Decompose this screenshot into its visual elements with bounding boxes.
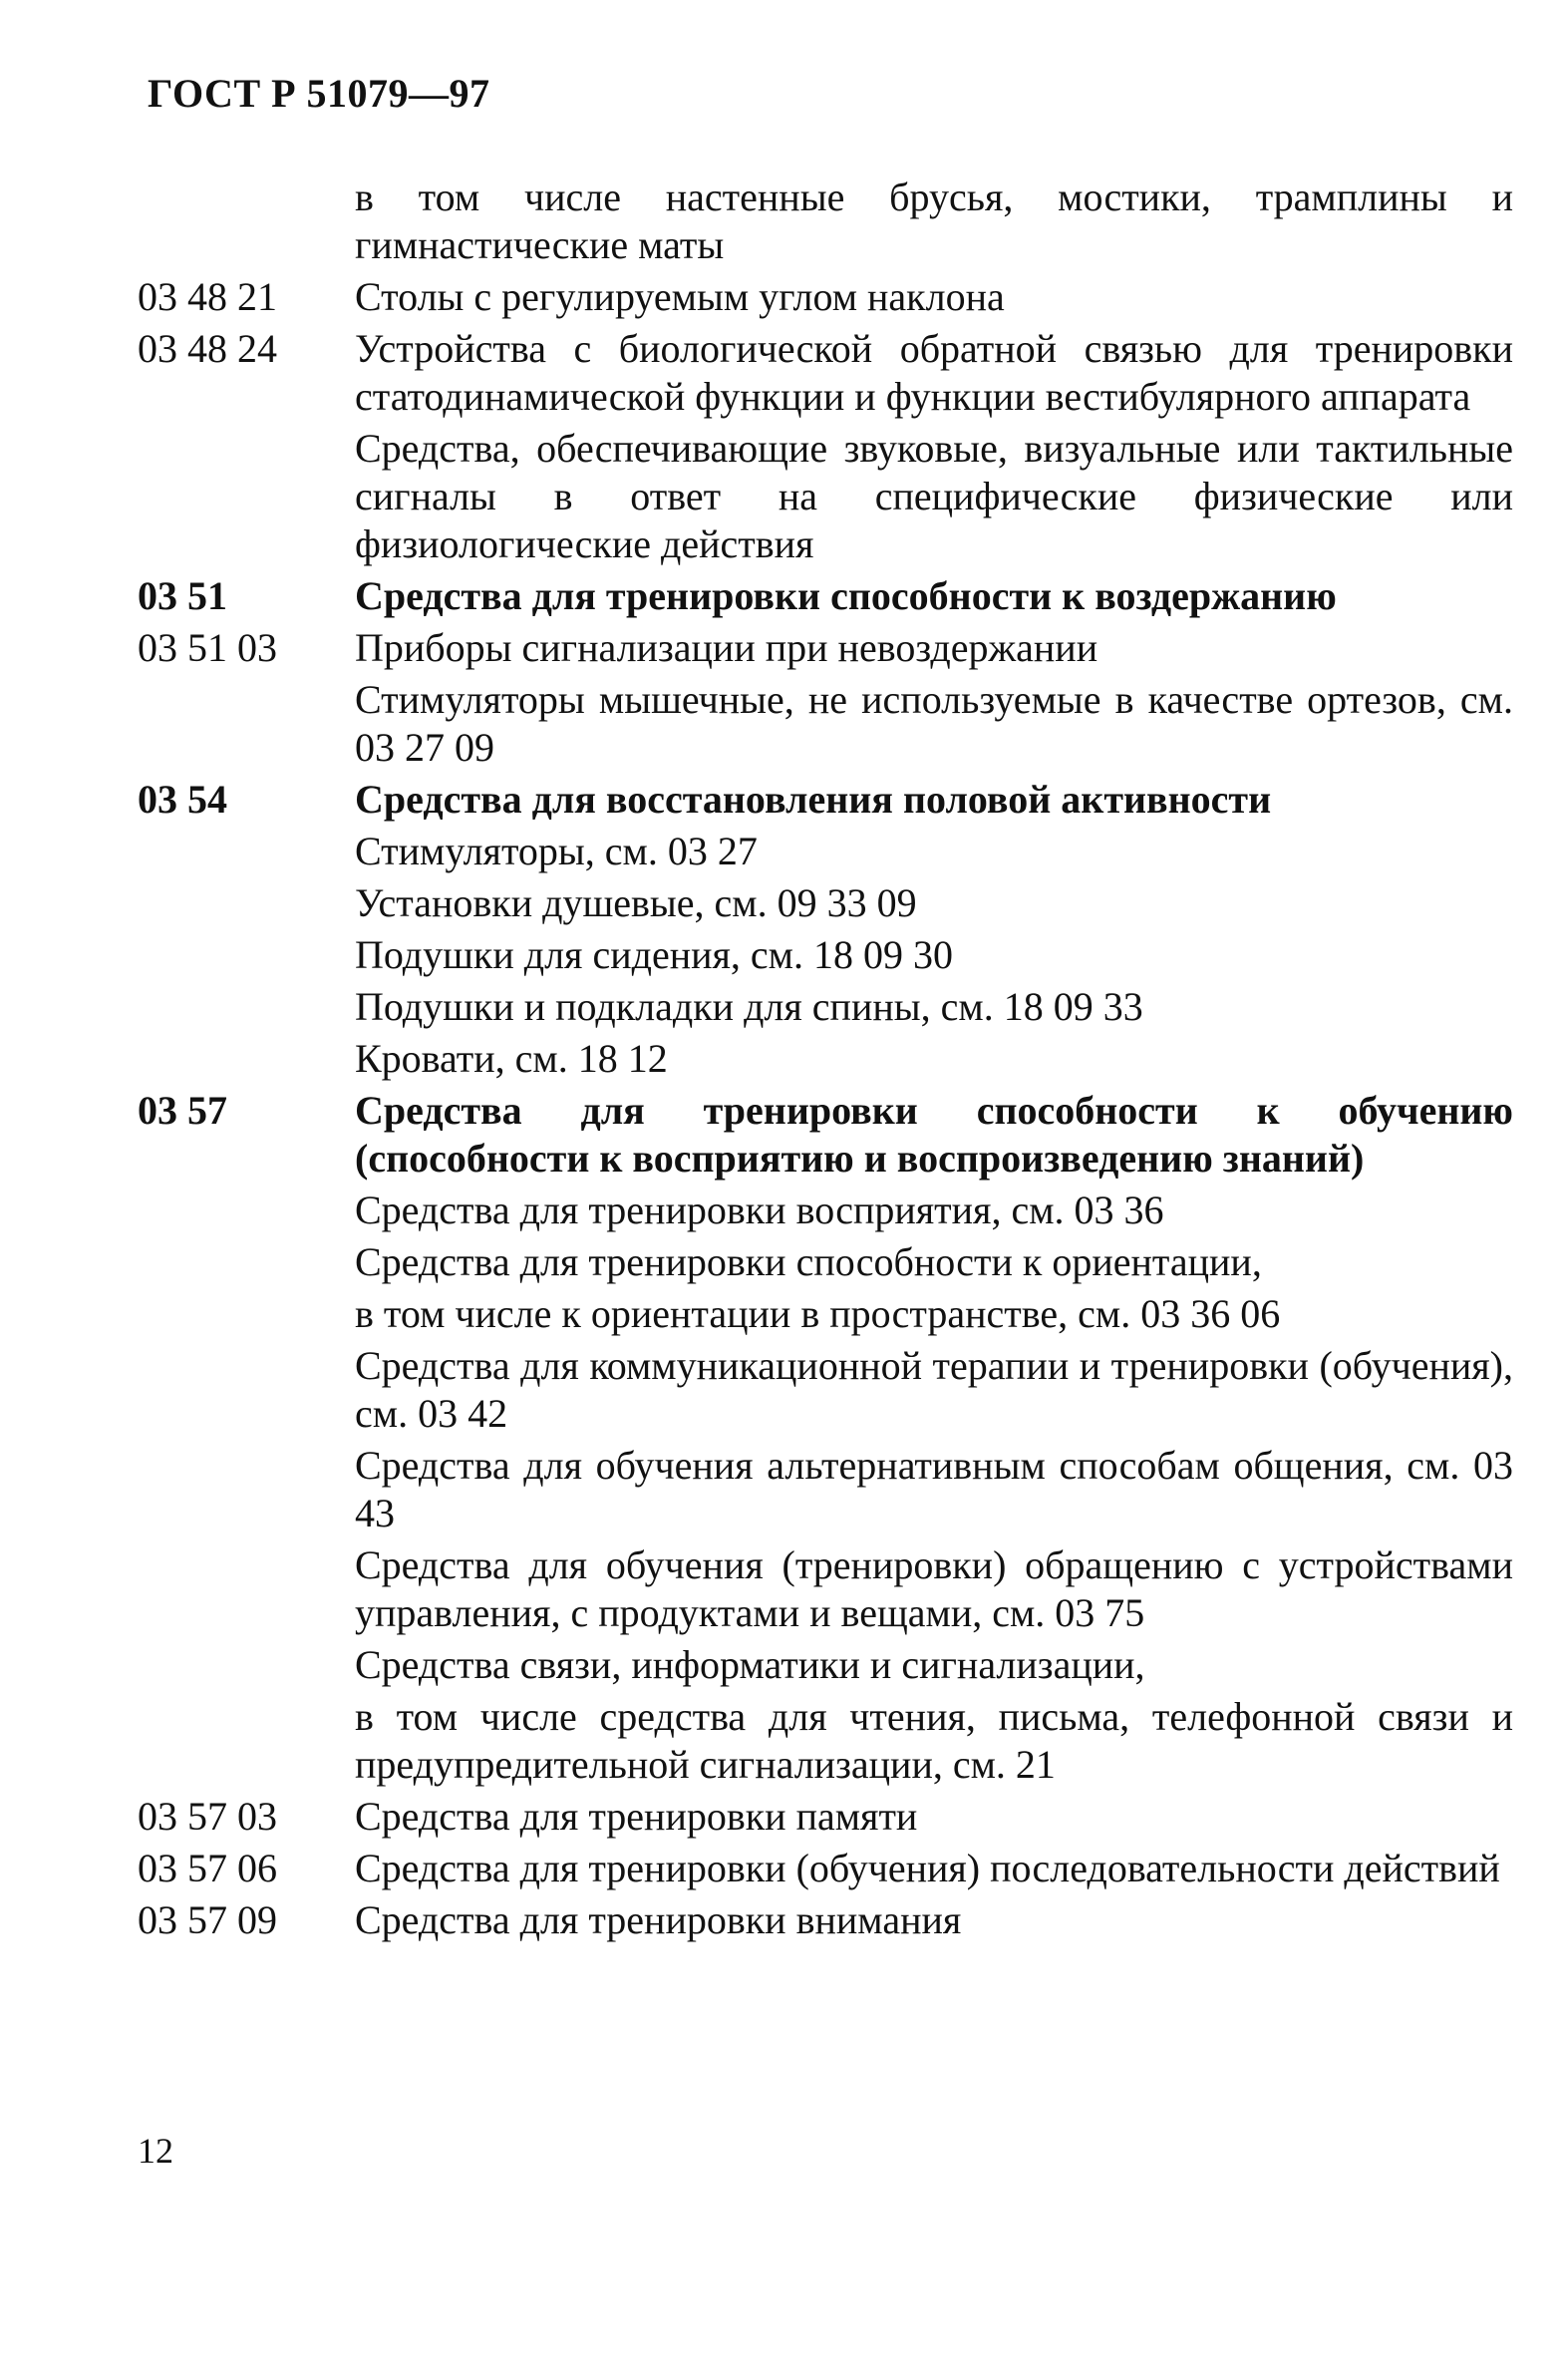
section-title: Средства для тренировки способности к обучению (способности к восприятию и воспроизведению знаний) (355, 1088, 1513, 1181)
entry-text: Средства для обучения (тренировки) обращению с устройствами управления, с продуктами и вещами, см. 03 75 (355, 1542, 1513, 1635)
entry-row (138, 425, 1513, 568)
section-code: 03 51 (138, 573, 227, 618)
entry-text: Стимуляторы, см. 03 27 (355, 829, 758, 873)
entry-text: Средства для тренировки способности к ориентации, (355, 1239, 1262, 1284)
entry-text: Средства, обеспечивающие звуковые, визуальные или тактильные сигналы в ответ на специфические физические или физиологические действия (355, 426, 1513, 566)
entry-code: 03 57 06 (138, 1846, 277, 1890)
entry-row (138, 879, 1513, 927)
section-title: Средства для тренировки способности к воздержанию (355, 573, 1337, 618)
classification-list (138, 173, 1513, 1948)
entry-text: в том числе настенные брусья, мостики, трамплины и гимнастические маты (355, 174, 1513, 267)
entry-row (138, 1793, 1513, 1841)
entry-text: Приборы сигнализации при невоздержании (355, 625, 1098, 670)
entry-row (138, 931, 1513, 979)
entry-code: 03 57 03 (138, 1794, 277, 1839)
entry-row (138, 1896, 1513, 1944)
entry-text: Установки душевые, см. 09 33 09 (355, 880, 917, 925)
section-code: 03 57 (138, 1088, 227, 1133)
entry-text: Подушки и подкладки для спины, см. 18 09 33 (355, 984, 1143, 1029)
entry-row (138, 1442, 1513, 1537)
entry-row (138, 1541, 1513, 1637)
entry-row (138, 676, 1513, 772)
entry-text: Средства для коммуникационной терапии и тренировки (обучения), см. 03 42 (355, 1343, 1513, 1436)
section-heading-row (138, 572, 1513, 620)
entry-code: 03 48 24 (138, 326, 277, 371)
entry-code: 03 57 09 (138, 1897, 277, 1942)
entry-row (138, 273, 1513, 321)
entry-text: Средства для тренировки памяти (355, 1794, 918, 1839)
entry-text: в том числе к ориентации в пространстве, см. 03 36 06 (355, 1291, 1281, 1336)
entry-code: 03 48 21 (138, 274, 277, 319)
section-title: Средства для восстановления половой активности (355, 777, 1272, 822)
entry-row (138, 1035, 1513, 1083)
entry-text: Средства для тренировки восприятия, см. 03 36 (355, 1188, 1164, 1232)
entry-row (138, 1845, 1513, 1892)
entry-text: Средства для тренировки внимания (355, 1897, 962, 1942)
entry-row (138, 1693, 1513, 1789)
entry-row (138, 1641, 1513, 1689)
section-heading-row (138, 776, 1513, 824)
entry-text: Стимуляторы мышечные, не используемые в качестве ортезов, см. 03 27 09 (355, 677, 1513, 770)
entry-row (138, 325, 1513, 421)
entry-text: Средства для тренировки (обучения) последовательности действий (355, 1846, 1500, 1890)
entry-row (138, 983, 1513, 1031)
entry-text: в том числе средства для чтения, письма, телефонной связи и предупредительной сигнализации, см. 21 (355, 1694, 1513, 1787)
entry-text: Устройства с биологической обратной связью для тренировки статодинамической функции и функции вестибулярного аппарата (355, 326, 1513, 419)
entry-row (138, 173, 1513, 269)
entry-row (138, 1187, 1513, 1234)
entry-row (138, 1342, 1513, 1438)
document-header: ГОСТ Р 51079—97 (148, 71, 490, 116)
entry-row (138, 828, 1513, 875)
page-number: 12 (138, 2131, 173, 2171)
entry-row (138, 1290, 1513, 1338)
entry-row (138, 1238, 1513, 1286)
entry-text: Средства для обучения альтернативным способам общения, см. 03 43 (355, 1443, 1513, 1535)
entry-text: Столы с регулируемым углом наклона (355, 274, 1005, 319)
entry-text: Кровати, см. 18 12 (355, 1036, 668, 1081)
entry-code: 03 51 03 (138, 625, 277, 670)
entry-row (138, 624, 1513, 672)
section-heading-row (138, 1087, 1513, 1183)
section-code: 03 54 (138, 777, 227, 822)
entry-text: Подушки для сидения, см. 18 09 30 (355, 932, 953, 977)
entry-text: Средства связи, информатики и сигнализации, (355, 1642, 1145, 1687)
